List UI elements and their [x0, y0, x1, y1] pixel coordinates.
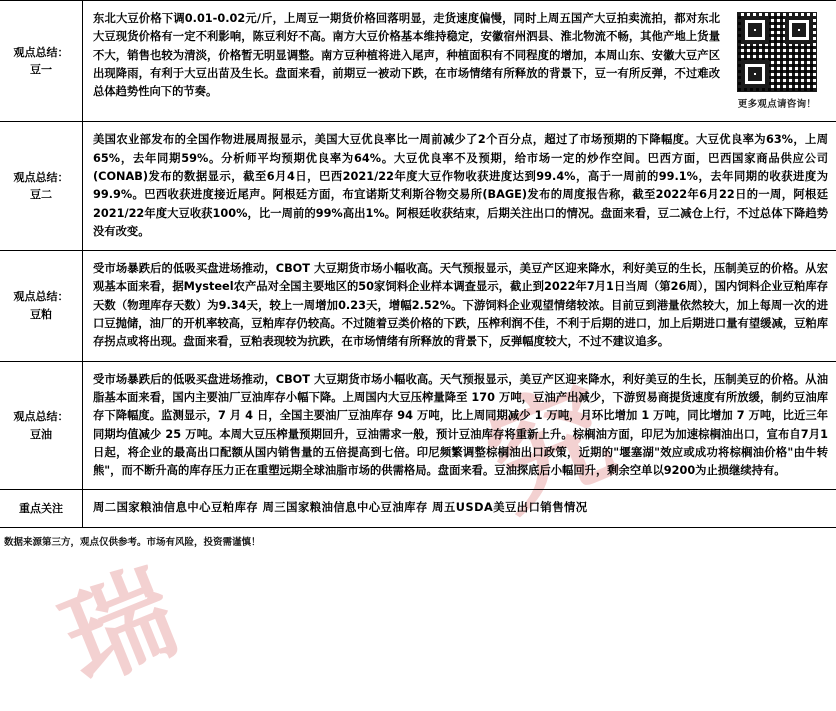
table-row [0, 1, 836, 122]
row-label-line1: 观点总结： [2, 288, 80, 306]
disclaimer: 数据来源第三方，观点仅供参考。市场有风险，投资需谨慎！ [0, 528, 836, 548]
watermark-1: 究 [458, 335, 639, 542]
row-label-line1: 观点总结： [2, 408, 80, 426]
row-label-douyou [0, 361, 83, 490]
focus-row [0, 490, 836, 527]
row-content-douyi [83, 1, 836, 122]
row-content-doupo: 受市场暴跌后的低吸买盘进场推动，CBOT 大豆期货市场小幅收高。天气预报显示，美豆产区迎来降水，利好美豆的生长，压制美豆的价格。从宏观基本面来看，据Mysteel农产品对全国主要地区的50家饲料企业样本调查显示，截止到2022年7月1日当周（第26周），国内饲料企业豆粕库存天数（物理库存天数）为9.34天，较上一周增加0.23天，增幅2.52%。下游饲料企业观望情绪较浓。目前豆到港量依然较大，加上每周一次的进口豆抛储，油厂的开机率较高，豆粕库存仍较高。不过随着豆类价格的下跌，压榨利润不佳，不利于后期的进口，加上后期进口量有望缓减，豆粕库存拐点或将出现。盘面来看，豆粕表现较为抗跌，在市场情绪有所释放的背景下，反弹幅度较大，不过不建议追多。 [83, 251, 836, 361]
row-label-line2: 豆油 [2, 426, 80, 444]
table-row [0, 361, 836, 490]
row-label-douyi [0, 1, 83, 122]
qr-code-icon[interactable] [737, 12, 817, 92]
row-label-line1: 观点总结： [2, 44, 80, 62]
row-content-douyou: 受市场暴跌后的低吸买盘进场推动，CBOT 大豆期货市场小幅收高。天气预报显示，美豆产区迎来降水，利好美豆的生长，压制美豆的价格。从油脂基本面来看，国内主要油厂豆油库存小幅下降。上周国内大豆压榨量降至 170 万吨，豆油产出减少，下游贸易商提货速度有所放缓，制约豆油库存下降幅度。监测显示，7 月 4 日，全国主要油厂豆油库存 94 万吨，比上周同期减少 1 万吨，月环比增加 1 万吨，同比增加 7 万吨，比近三年同期均值减少 25 万吨。本周大豆压榨量预期回升，豆油需求一般，预计豆油库存将重新上升。棕榈油方面，印尼为加速棕榈油出口，宣布自7月1日起，将企业的最高出口配额从国内销售量的五倍提高到七倍。印尼频繁调整棕榈油出口政策，近期的"堰塞湖"效应或成功将棕榈油价格"由牛转熊"，而不断升高的库存压力正在重塑远期全球油脂市场的供需格局。盘面来看。豆油探底后小幅回升，剩余空单以9200为止损继续持有。 [83, 361, 836, 490]
row-label-line2: 豆粕 [2, 306, 80, 324]
row-text-douyi: 东北大豆价格下调0.01-0.02元/斤，上周豆一期货价格回落明显，走货速度偏慢，同时上周五国产大豆拍卖流拍，都对东北大豆现货价格有一定不利影响，陈豆利好不高。南方大豆价格基本维持稳定，安徽宿州泗县、淮北物流不畅，其他产地上货量不大，销售也较为清淡，价格暂无明显调整。南方豆种植将进入尾声，种植面积有不同程度的增加，本周山东、安徽大豆产区出现降雨，有利于大豆出苗及生长。盘面来看，前期豆一被动下跌，在市场情绪有所释放的背景下，豆一有所反弹，不过难改总体趋势性向下的节奏。 [93, 10, 726, 101]
table-row [0, 251, 836, 361]
row-label-line1: 观点总结： [2, 169, 80, 187]
qr-caption: 更多观点请咨询！ [726, 97, 828, 112]
qr-block [726, 10, 828, 112]
row-label-doupo [0, 251, 83, 361]
watermark-2: 瑞 [37, 524, 201, 710]
row-content-douer: 美国农业部发布的全国作物进展周报显示，美国大豆优良率比一周前减少了2个百分点，超过了市场预期的下降幅度。大豆优良率为63%，上周65%，去年同期59%。分析师平均预期优良率为64%。大豆优良率不及预期，给市场一定的炒作空间。巴西方面，巴西国家商品供应公司(CONAB)发布的数据显示，截至6月4日，巴西2021/22年度大豆作物收获进度达到99.4%，高于一周前的99.1%，去年同期的收获进度为99.9%。巴西收获进度接近尾声。阿根廷方面，布宜诺斯艾利斯谷物交易所(BAGE)发布的周度报告称，截至2022年6月22日的一周，阿根廷2021/22年度大豆收获100%，比一周前的99%高出1%。阿根廷收获结束，后期关注出口的情况。盘面来看，豆二减仓上行，不过总体下降趋势没有改变。 [83, 122, 836, 251]
row-label-line2: 豆一 [2, 61, 80, 79]
row-label-line2: 豆二 [2, 186, 80, 204]
row-label-douer [0, 122, 83, 251]
table-row [0, 122, 836, 251]
focus-label: 重点关注 [0, 490, 83, 527]
focus-content: 周二国家粮油信息中心豆粕库存 周三国家粮油信息中心豆油库存 周五USDA美豆出口销售情况 [83, 490, 836, 527]
